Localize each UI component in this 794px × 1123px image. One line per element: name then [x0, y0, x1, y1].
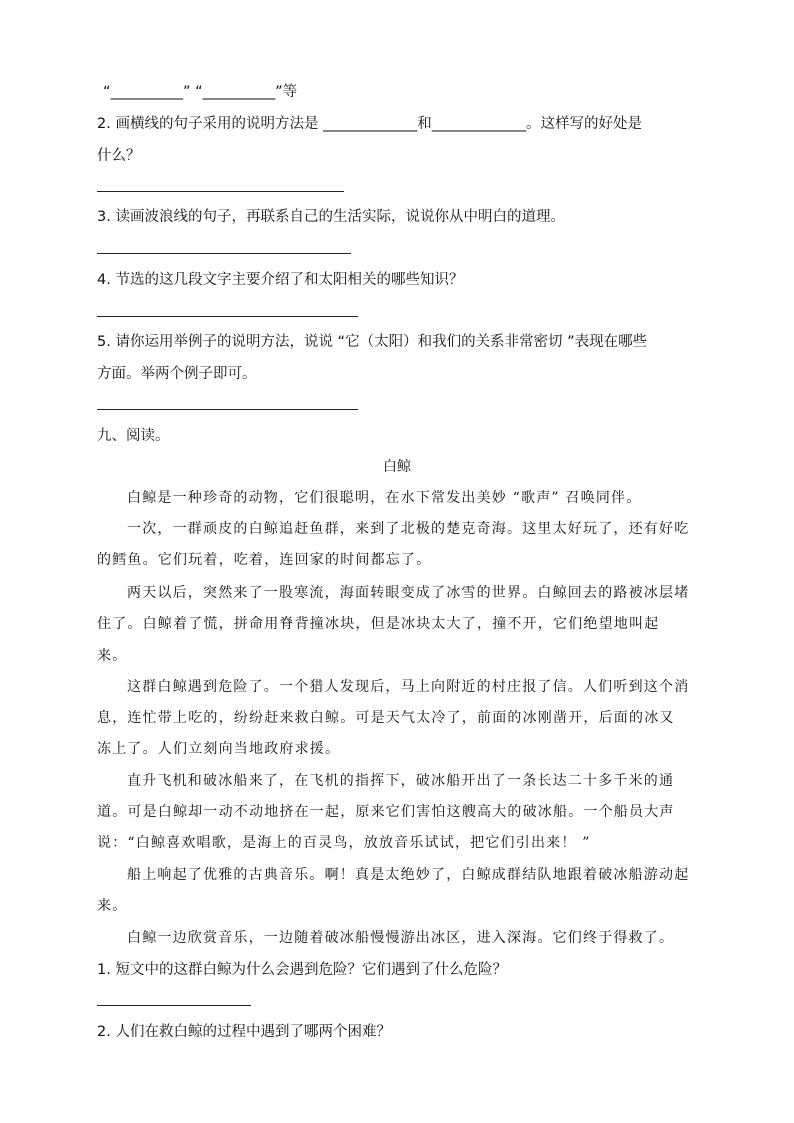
- answer-line-q2[interactable]: [97, 191, 344, 192]
- answer-line-r1[interactable]: [97, 1005, 251, 1006]
- answer-line-q4[interactable]: [97, 316, 358, 317]
- story-title: 白鲸: [383, 459, 411, 475]
- story-line: 船上响起了优雅的古典音乐。啊！真是太绝妙了，白鲸成群结队地跟着破冰船游动起: [127, 867, 690, 883]
- question-2-line-2: 什么？: [97, 148, 141, 164]
- story-line: 白鲸是一种珍奇的动物，它们很聪明，在水下常发出美妙 “歌声” 召唤同伴。: [127, 490, 642, 506]
- story-line: 来。: [97, 898, 128, 914]
- answer-line-q3[interactable]: [97, 253, 351, 254]
- story-line: 说：“白鲸喜欢唱歌，是海上的百灵鸟，放放音乐试试，把它们引出来！ ”: [97, 835, 591, 851]
- top-blanks: “__________” “__________”等: [103, 84, 298, 100]
- answer-line-q5[interactable]: [97, 409, 358, 410]
- story-line: 白鲸一边欣赏音乐，一边随着破冰船慢慢游出冰区，进入深海。它们终于得救了。: [127, 930, 675, 946]
- section-heading: 九、阅读。: [97, 428, 170, 444]
- question-5-line-1: 5. 请你运用举例子的说明方法，说说 “它（太阳）和我们的关系非常密切 ”表现在哪些: [97, 334, 648, 350]
- story-line: 道。可是白鲸却一动不动地挤在一起，原来它们害怕这艘高大的破冰船。一个船员大声: [97, 804, 675, 820]
- question-5-line-2: 方面。举两个例子即可。: [97, 366, 257, 382]
- question-2-line-1: 2. 画横线的句子采用的说明方法是 _____________和_____________。这样写的好处是: [97, 116, 643, 132]
- reading-question-1: 1. 短文中的这群白鲸为什么会遇到危险？它们遇到了什么危险？: [97, 962, 507, 978]
- story-line: 直升飞机和破冰船来了，在飞机的指挥下，破冰船开出了一条长达二十多千米的通: [127, 773, 675, 789]
- story-line: 息，连忙带上吃的，纷纷赶来救白鲸。可是天气太冷了，前面的冰刚凿开，后面的冰又: [97, 710, 675, 726]
- question-3: 3. 读画波浪线的句子，再联系自己的生活实际，说说你从中明白的道理。: [97, 209, 565, 225]
- story-line: 的鳕鱼。它们玩着，吃着，连回家的时间都忘了。: [97, 552, 432, 568]
- reading-question-2: 2. 人们在救白鲸的过程中遇到了哪两个困难？: [97, 1024, 391, 1040]
- story-line: 两天以后，突然来了一股寒流，海面转眼变成了冰雪的世界。白鲸回去的路被冰层堵: [127, 585, 690, 601]
- story-line: 冻上了。人们立刻向当地政府求援。: [97, 741, 341, 757]
- story-line: 来。: [97, 648, 128, 664]
- question-4: 4. 节选的这几段文字主要介绍了和太阳相关的哪些知识？: [97, 272, 464, 288]
- story-line: 这群白鲸遇到危险了。一个猎人发现后，马上向附近的村庄报了信。人们听到这个消: [127, 679, 690, 695]
- story-line: 一次，一群顽皮的白鲸追赶鱼群，来到了北极的楚克奇海。这里太好玩了，还有好吃: [127, 521, 690, 537]
- story-line: 住了。白鲸着了慌，拼命用脊背撞冰块，但是冰块太大了，撞不开，它们绝望地叫起: [97, 616, 660, 632]
